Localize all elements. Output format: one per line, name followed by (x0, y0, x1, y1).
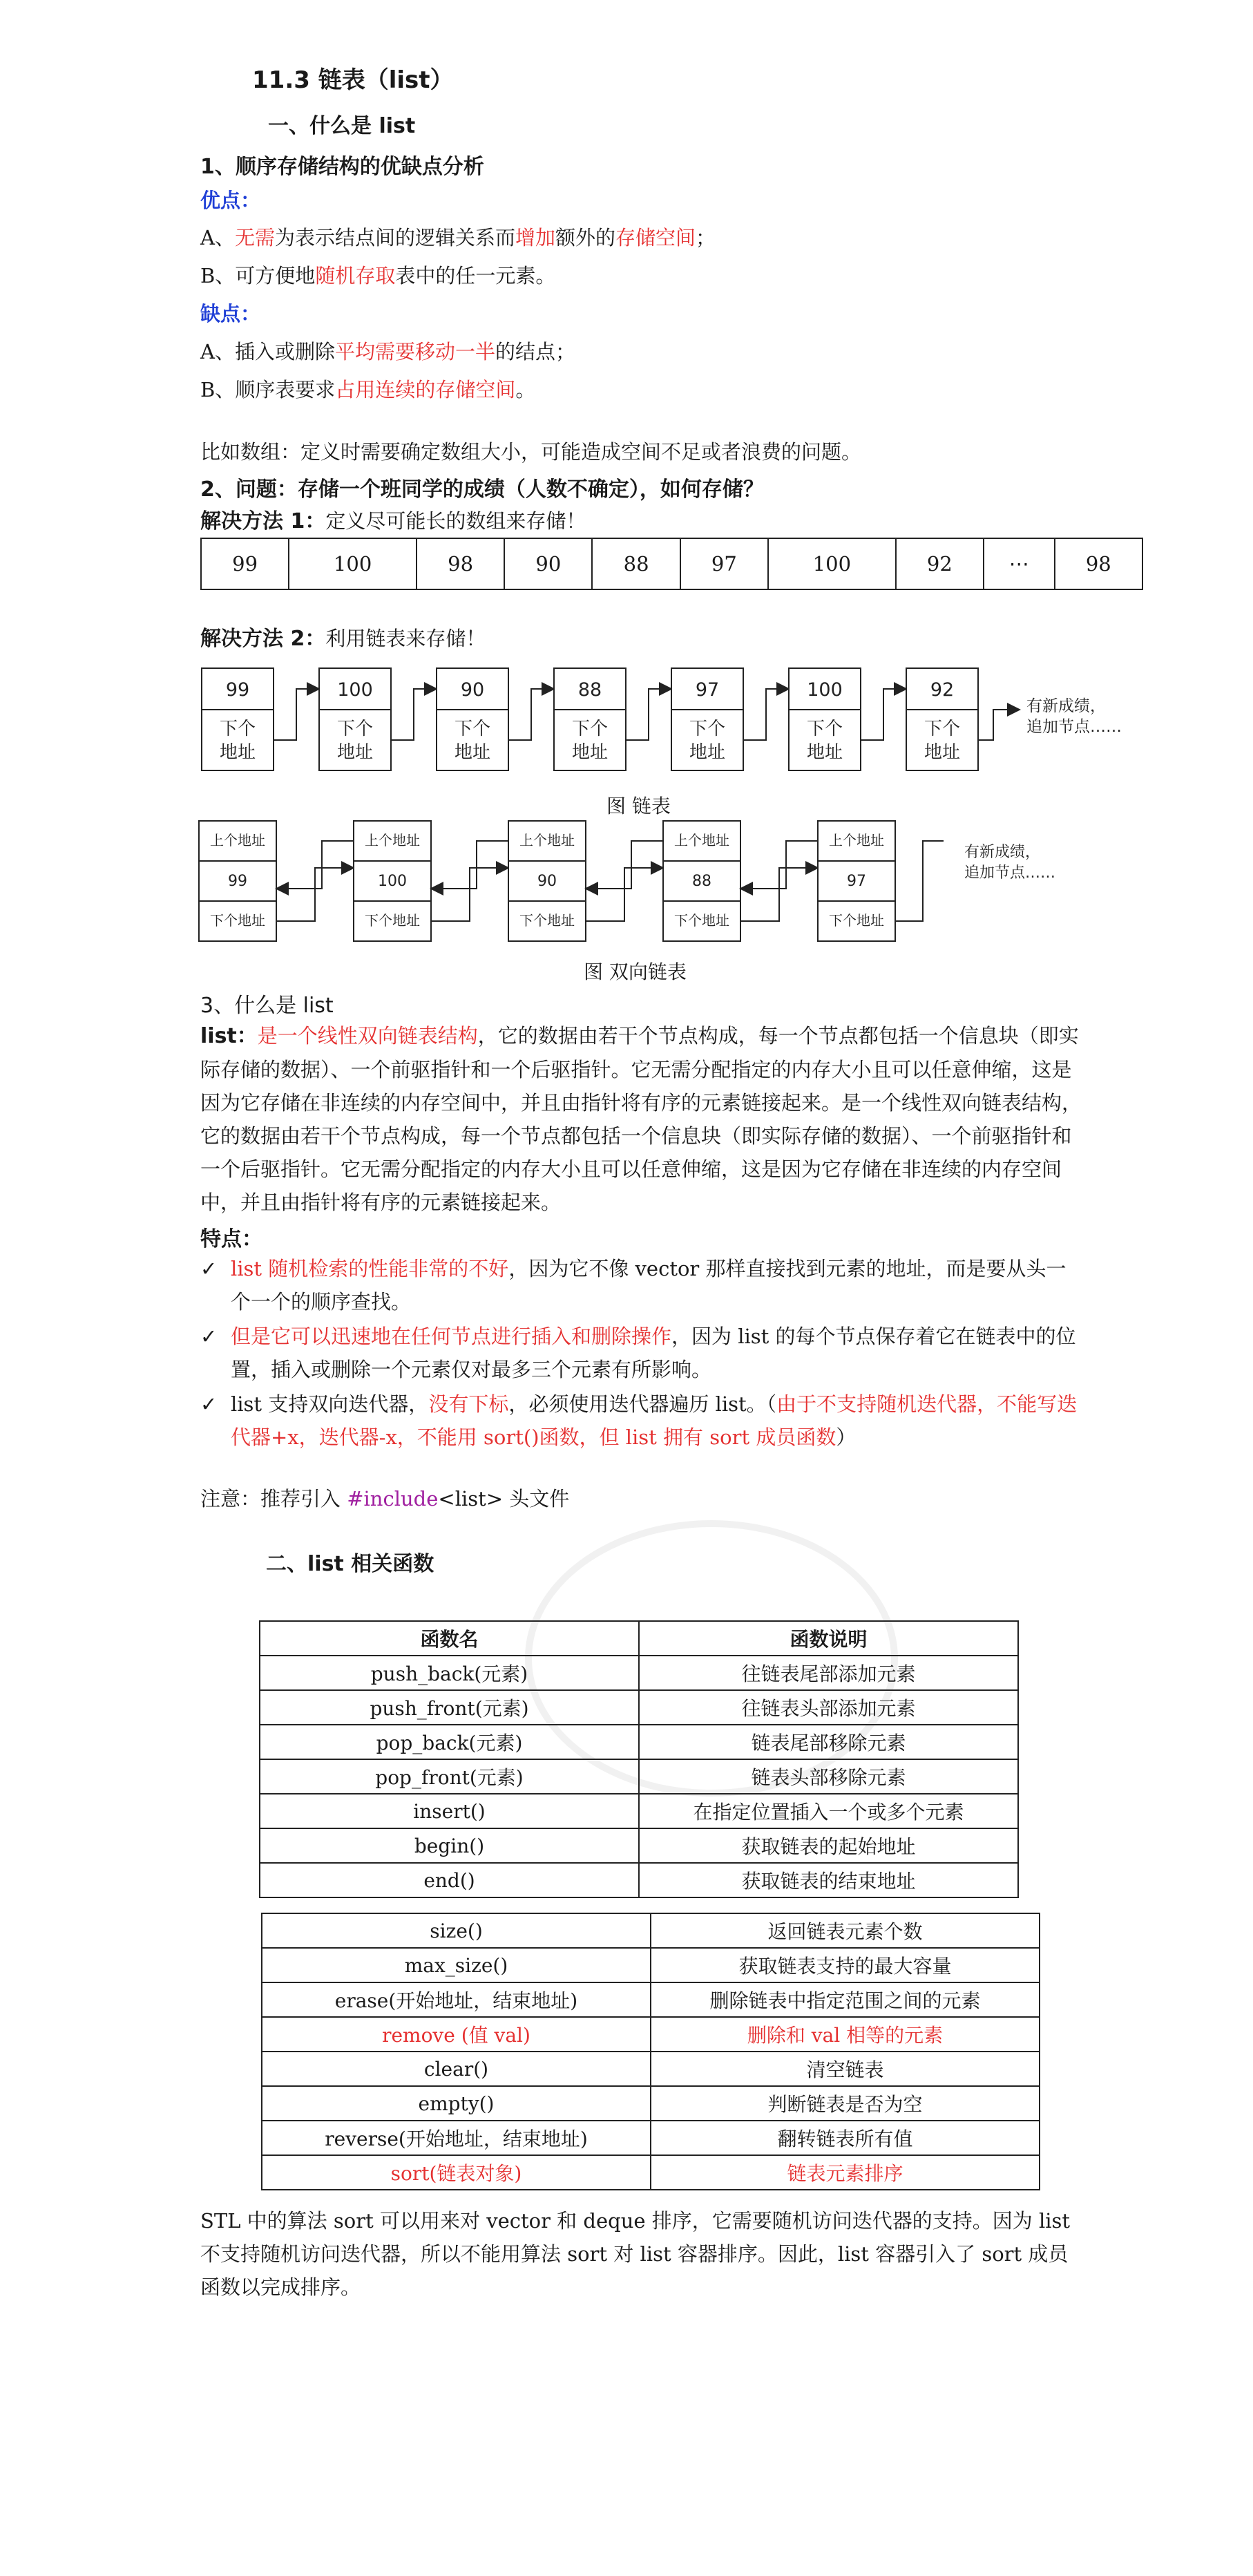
table-row: clear() 清空链表 (262, 2052, 1040, 2086)
node-prev-label: 上个地址 (519, 832, 575, 849)
table-row: pop_front(元素) 链表头部移除元素 (260, 1759, 1018, 1794)
solution1: 解决方法 1：定义尽可能长的数组来存储！ (200, 509, 586, 533)
q2-title: 2、问题：存储一个班同学的成绩（人数不确定），如何存储？ (200, 477, 764, 502)
single-list-caption: 图 链表 (606, 795, 671, 817)
node-next-label: 下个 (924, 719, 961, 739)
node-next-label: 下个地址 (519, 912, 575, 929)
table-row: pop_back(元素) 链表尾部移除元素 (260, 1725, 1018, 1759)
array-note: 比如数组：定义时需要确定数组大小，可能造成空间不足或者浪费的问题。 (200, 440, 862, 464)
next-pointer-arrow (274, 689, 319, 740)
array-cell: 92 (896, 538, 984, 589)
q3-title: 3、什么是 list (200, 994, 334, 1018)
doubly-linked-list-diagram (193, 815, 1160, 967)
node-next-label: 下个 (571, 719, 609, 739)
tail-pointer-line (895, 841, 944, 921)
node-prev-label: 上个地址 (829, 832, 884, 849)
tail-note: 追加节点…… (964, 864, 1056, 882)
table-row: empty() 判断链表是否为空 (262, 2086, 1040, 2121)
array-cell: 88 (592, 538, 680, 589)
array-cell: 98 (1055, 538, 1142, 589)
section-title: 11.3 链表（list） (252, 66, 454, 94)
include-note: 注意：推荐引入 #include<list> 头文件 (200, 1487, 570, 1510)
table-row: begin() 获取链表的起始地址 (260, 1828, 1018, 1863)
node-value: 88 (577, 679, 602, 701)
node-next-label: 下个地址 (674, 912, 729, 929)
next-pointer-arrow (743, 689, 789, 740)
array-cell: 100 (289, 538, 417, 589)
pros-label: 优点： (200, 189, 261, 212)
next-pointer-arrow (861, 689, 906, 740)
node-value: 99 (225, 679, 250, 701)
node-next-label: 下个地址 (365, 912, 420, 929)
node-value: 88 (692, 873, 711, 890)
tail-note: 有新成绩， (1026, 697, 1106, 715)
array-cell: ⋯ (984, 538, 1055, 589)
table-header: 函数名 (260, 1621, 639, 1656)
table-row: reverse(开始地址，结束地址) 翻转链表所有值 (262, 2121, 1040, 2155)
table-row: remove (值 val) 删除和 val 相等的元素 (262, 2017, 1040, 2052)
array-cell: 98 (417, 538, 504, 589)
q1-title: 1、顺序存储结构的优缺点分析 (200, 155, 484, 179)
next-pointer-arrow (391, 689, 437, 740)
node-value: 100 (337, 679, 373, 701)
table-row: max_size() 获取链表支持的最大容量 (262, 1948, 1040, 1982)
pros-a: A、无需为表示结点间的逻辑关系而增加额外的存储空间； (200, 226, 716, 249)
feature-item: ✓ list 随机检索的性能非常的不好，因为它不像 vector 那样直接找到元素的地址，而是要从头一个一个的顺序查找。 (200, 1252, 1084, 1318)
array-cell: 99 (201, 538, 289, 589)
check-icon: ✓ (200, 1257, 218, 1280)
node-next-label: 下个 (219, 719, 256, 739)
array-cell: 90 (504, 538, 592, 589)
pros-b: B、可方便地随机存取表中的任一元素。 (200, 264, 556, 287)
node-value: 100 (378, 873, 407, 890)
table-row: push_back(元素) 往链表尾部添加元素 (260, 1656, 1018, 1690)
node-next-label: 地址 (336, 742, 374, 763)
cons-b: B、顺序表要求占用连续的存储空间。 (200, 378, 536, 401)
function-table-1 (259, 1620, 1019, 1898)
next-pointer-arrow (626, 689, 671, 740)
part2-title: 二、list 相关函数 (266, 1552, 434, 1576)
singly-linked-list-diagram (193, 660, 1160, 826)
node-next-label: 地址 (689, 742, 726, 763)
stl-sort-note: STL 中的算法 sort 可以用来对 vector 和 deque 排序，它需要随机访问迭代器的支持。因为 list 不支持随机访问迭代器，所以不能用算法 sort 对 list 容器排序。因此，list 容器引入了 sort 成员函数以完成排序。 (200, 2209, 1071, 2299)
next-pointer-arrow (586, 868, 663, 921)
table-row: end() 获取链表的结束地址 (260, 1863, 1018, 1897)
node-next-label: 地址 (571, 742, 609, 763)
node-value: 97 (695, 679, 720, 701)
feature-item: ✓ list 支持双向迭代器，没有下标，必须使用迭代器遍历 list。（由于不支持随机迭代器，不能写迭代器+x，迭代器-x，不能用 sort()函数，但 list 拥有 sort 成员函数） (200, 1388, 1084, 1454)
table-row: push_front(元素) 往链表头部添加元素 (260, 1690, 1018, 1725)
tail-note: 有新成绩， (964, 844, 1041, 861)
check-icon: ✓ (200, 1392, 218, 1416)
list-definition: list：是一个线性双向链表结构，它的数据由若干个节点构成，每一个节点都包括一个信息块（即实际存储的数据）、一个前驱指针和一个后驱指针。它无需分配指定的内存大小且可以任意伸缩，这是因为它存储在非连续的内存空间中，并且由指针将有序的元素链接起来。是一个线性双向链表结构，它的数据由若干个节点构成，每一个节点都包括一个信息块（即实际存储的数据）、一个前驱指针和一个后驱指针。它无需分配指定的内存大小且可以任意伸缩，这是因为它存储在非连续的内存空间中，并且由指针将有序的元素链接起来。 (200, 1024, 1082, 1214)
feature-item: ✓ 但是它可以迅速地在任何节点进行插入和删除操作，因为 list 的每个节点保存着它在链表中的位置，插入或删除一个元素仅对最多三个元素有所影响。 (200, 1320, 1084, 1386)
next-pointer-arrow (276, 868, 354, 921)
node-value: 97 (847, 873, 866, 890)
node-value: 99 (228, 873, 247, 890)
node-value: 90 (460, 679, 485, 701)
cons-a: A、插入或删除平均需要移动一半的结点； (200, 340, 575, 363)
array-table (200, 538, 1143, 590)
node-prev-label: 上个地址 (674, 832, 729, 849)
next-pointer-arrow (978, 710, 1020, 740)
node-prev-label: 上个地址 (210, 832, 265, 849)
features-label: 特点： (200, 1227, 262, 1251)
table-header-row (260, 1621, 1018, 1656)
part1-title: 一、什么是 list (268, 114, 416, 138)
table-row: insert() 在指定位置插入一个或多个元素 (260, 1794, 1018, 1828)
table-header: 函数说明 (639, 1621, 1018, 1656)
next-pointer-arrow (431, 868, 508, 921)
node-next-label: 下个 (336, 719, 374, 739)
node-next-label: 地址 (806, 742, 843, 763)
array-cell: 100 (768, 538, 896, 589)
node-next-label: 下个地址 (829, 912, 884, 929)
function-table-2 (261, 1913, 1040, 2190)
node-next-label: 下个 (806, 719, 843, 739)
double-list-caption: 图 双向链表 (584, 960, 687, 983)
solution2: 解决方法 2：利用链表来存储！ (200, 627, 486, 651)
table-row: erase(开始地址，结束地址) 删除链表中指定范围之间的元素 (262, 1982, 1040, 2017)
node-next-label: 地址 (454, 742, 491, 763)
node-next-label: 下个地址 (210, 912, 265, 929)
check-icon: ✓ (200, 1325, 218, 1348)
next-pointer-arrow (740, 868, 818, 921)
cons-label: 缺点： (200, 302, 261, 325)
table-row: sort(链表对象) 链表元素排序 (262, 2155, 1040, 2190)
node-next-label: 地址 (219, 742, 256, 763)
node-value: 100 (807, 679, 843, 701)
node-next-label: 地址 (924, 742, 961, 763)
node-next-label: 下个 (689, 719, 726, 739)
tail-note: 追加节点…… (1026, 718, 1122, 736)
node-next-label: 下个 (454, 719, 491, 739)
node-value: 92 (930, 679, 955, 701)
node-prev-label: 上个地址 (365, 832, 420, 849)
table-row: size() 返回链表元素个数 (262, 1913, 1040, 1948)
array-cell: 97 (680, 538, 768, 589)
node-value: 90 (537, 873, 557, 890)
next-pointer-arrow (508, 689, 554, 740)
